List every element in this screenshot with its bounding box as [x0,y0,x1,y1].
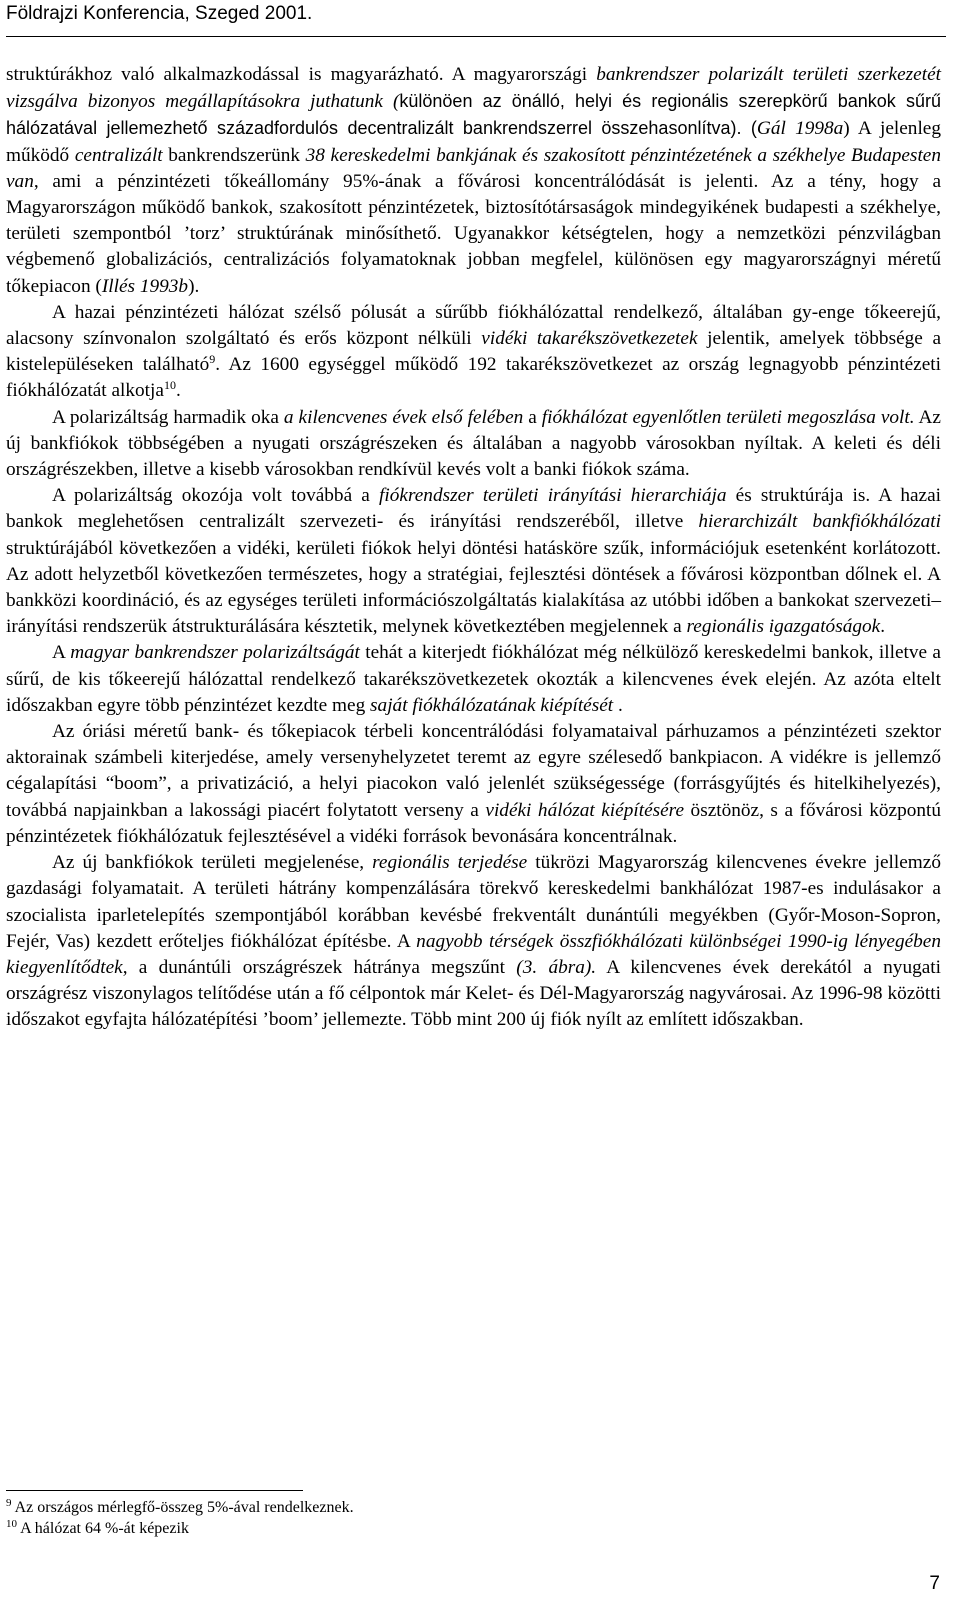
text-run: tehát a kiterjedt fiókhálózat még nélkülöző kereskedelmi bankok, illetve a sűrű, de kis tőkeerejű hálózattal rendelkező takarékszövetkezetek okozták a kilencvenes évek elején. Az azóta eltelt időszakban egyre több pénzintézet kezdte meg [6,642,941,716]
italic-run: regionális terjedése [372,852,528,874]
text-run: a [523,406,542,428]
text-run: struktúrájából következően a vidéki, kerületi fiókok helyi döntési hatásköre szűk, információjuk esetenként korlátozott. Az adott helyzetből következően természetes, hogy a stratégiai, fejlesztési döntések a fővárosi központban dőlnek el. A bankközi koordináció, és az egységes területi információszolgáltatás kialakítása az utóbbi időben a bankokat szervezeti–irányítási rendszerük átstrukturálására késztetik, melynek következtében megjelennek a [6,537,941,638]
italic-run: hierarchizált bankfiókhálózati [698,511,941,533]
footnote [6,1497,706,1518]
text-run: bankrendszerünk [162,144,306,166]
italic-run: vidéki hálózat kiépítésére [485,799,685,821]
citation: Illés 1993b [101,275,189,297]
italic-run: 38 kereskedelmi bankjának és szakosított pénzintézetének a székhelye Budapesten van [6,144,941,192]
paragraph-5 [6,640,941,719]
text-run: ) A jelenleg működő [6,118,941,166]
running-header: Földrajzi Konferencia, Szeged 2001. [6,3,313,24]
footnote-text: Az országos mérlegfő-összeg 5%-ával rendelkeznek. [14,1499,354,1516]
footnote-ref: 10 [163,378,176,393]
text-run: A hazai pénzintézeti hálózat szélső pólusát a sűrűbb fiókhálózattal rendelkező, általában gy-enge tőkeerejű, alacsony színvonalon szolgáltató és erős központ nélküli [6,301,941,350]
text-run: . [880,616,886,638]
text-run: Az óriási méretű bank- és tőkepiacok térbeli koncentrálódási folyamataival párhuzamos a pénzintézeti szektor aktorainak számbeli kiterjedése, amely versenyhelyzetet teremt az egyre szélesedő bankpiacon. A vidékre is jellemző cégalapítási “boom”, a privatizáció, a helyi piacokon való jelenlét szükségessége (forrásgyűjtés és hitelkihelyezés), továbbá napjainkban a lakossági piacért folytatott verseny a [6,721,941,821]
figure-ref: (3. ábra). [516,956,597,978]
citation: Gál 1998a [756,118,844,140]
text-run: tükrözi Magyarország kilencvenes évekre jellemző gazdasági folyamatait. A területi hátrány kompenzálására törekvő kereskedelmi bankhálózat 1987-es indulásakor a szocialista iparletelepítés szempontjából korábban kevésbé frekventált dunántúli megyékben (Győr-Moson-Sopron, Fejér, Vas) kezdett erőteljes fiókhálózat építésbe. A [6,852,941,952]
text-run: Az új bankfiókok többségében a nyugati országrészeken és általában a nagyobb városokban nyíltak. A keleti és déli országrészekben, illetve a kisebb városokban rendkívül kevés volt a banki fiókok száma. [6,406,941,481]
text-run: , a dunántúli országrészek hátránya megszűnt [122,956,517,978]
italic-run: fiókhálózat egyenlőtlen területi megoszlása volt. [541,406,915,428]
paragraph-3 [6,405,941,484]
footnote-number: 10 [6,1518,17,1530]
footnote-rule [6,1490,303,1491]
text-run: A polarizáltság harmadik oka [52,406,284,428]
italic-run: fiókrendszer területi irányítási hierarchiája [379,485,727,507]
text-run: , ami a pénzintézeti tőkeállomány 95%-ának a fővárosi koncentrálódását is jelenti. Az a tény, hogy a Magyarországon működő bankok, szakosított pénzintézetek, biztosítótársaságok mindegyikének budapesti a székhelye, területi szempontból ’torz’ struktúrának minősíthető. Ugyanakkor kétségtelen, hogy a nemzetközi pénzvilágban végbemenő globalizációs, centralizációs folyamatoknak jobban megfelel, különösen egy magyarországnyi méretű tőkepiacon ( [6,170,941,297]
italic-run: nagyobb térségek összfiókhálózati különbségei 1990-ig lényegében kiegyenlítődtek [6,930,941,978]
paragraph-6 [6,719,941,850]
text-run: struktúrákhoz való alkalmazkodással is magyarázható. A magyarországi [6,64,597,85]
italic-run: bankrendszer polarizált területi szerkezetét vizsgálva bizonyos megállapításokra juthatunk ( [6,64,941,113]
italic-run: a kilencvenes évek első felében [283,406,524,428]
italic-run: magyar bankrendszer polarizáltságát [70,642,360,664]
italic-run: saját fiókhálózatának kiépítését [370,694,614,716]
text-run: jelentik, amelyek többsége a kistelepüléseken található [6,328,941,376]
text-run: A polarizáltság okozója volt továbbá a [52,485,380,507]
page-number: 7 [929,1573,940,1594]
header-rule [6,36,946,37]
text-run: és struktúrája is. A hazai bankok meglehetősen centralizált szervezeti- és irányítási rendszeréből, illetve [6,485,942,533]
text-run: ). [188,275,200,297]
paragraph-2 [6,300,941,405]
text-run: . [175,380,181,402]
paragraph-7 [6,850,941,1033]
text-run: A [52,642,71,664]
paragraph-4 [6,483,941,640]
footnote-ref: 9 [209,352,216,367]
text-run: A kilencvenes évek derekától a nyugati országrész viszonylagos telítődése után a fő célpontok már Kelet- és Dél-Magyarország nagyvárosai. Az 1996-98 közötti időszakot egyfajta hálózatépítési ’boom’ jellemezte. Több mint 200 új fiók nyílt az említett időszakban. [6,956,941,1031]
footnote-text: A hálózat 64 %-át képezik [20,1520,189,1537]
text-run: Az új bankfiókok területi megjelenése, [52,852,373,874]
footnote [6,1518,706,1539]
paragraph-1 [6,62,941,300]
sans-run: különöen az önálló, helyi és regionális szerepkörű bankok sűrű hálózatával jellemezhető századfordulós decentralizált bankrendszerrel összehasonlítva [6,91,941,139]
italic-run: regionális igazgatóságok [686,616,881,638]
text-run: . Az 1600 egységgel működő 192 takarékszövetkezet az ország legnagyobb pénzintézeti fiókhálózatát alkotja [6,354,941,402]
footnotes [6,1497,706,1539]
italic-run: vidéki takarékszövetkezetek [481,328,698,350]
sans-run: ). ( [730,118,757,139]
body-text [6,62,941,1034]
text-run: ösztönöz, s a fővárosi központú pénzintézetek fiókhálózatuk fejlesztésével a vidéki források bevonására koncentrálnak. [6,799,941,847]
text-run: . [613,694,623,716]
footnote-number: 9 [6,1497,12,1509]
italic-run: centralizált [74,144,163,166]
